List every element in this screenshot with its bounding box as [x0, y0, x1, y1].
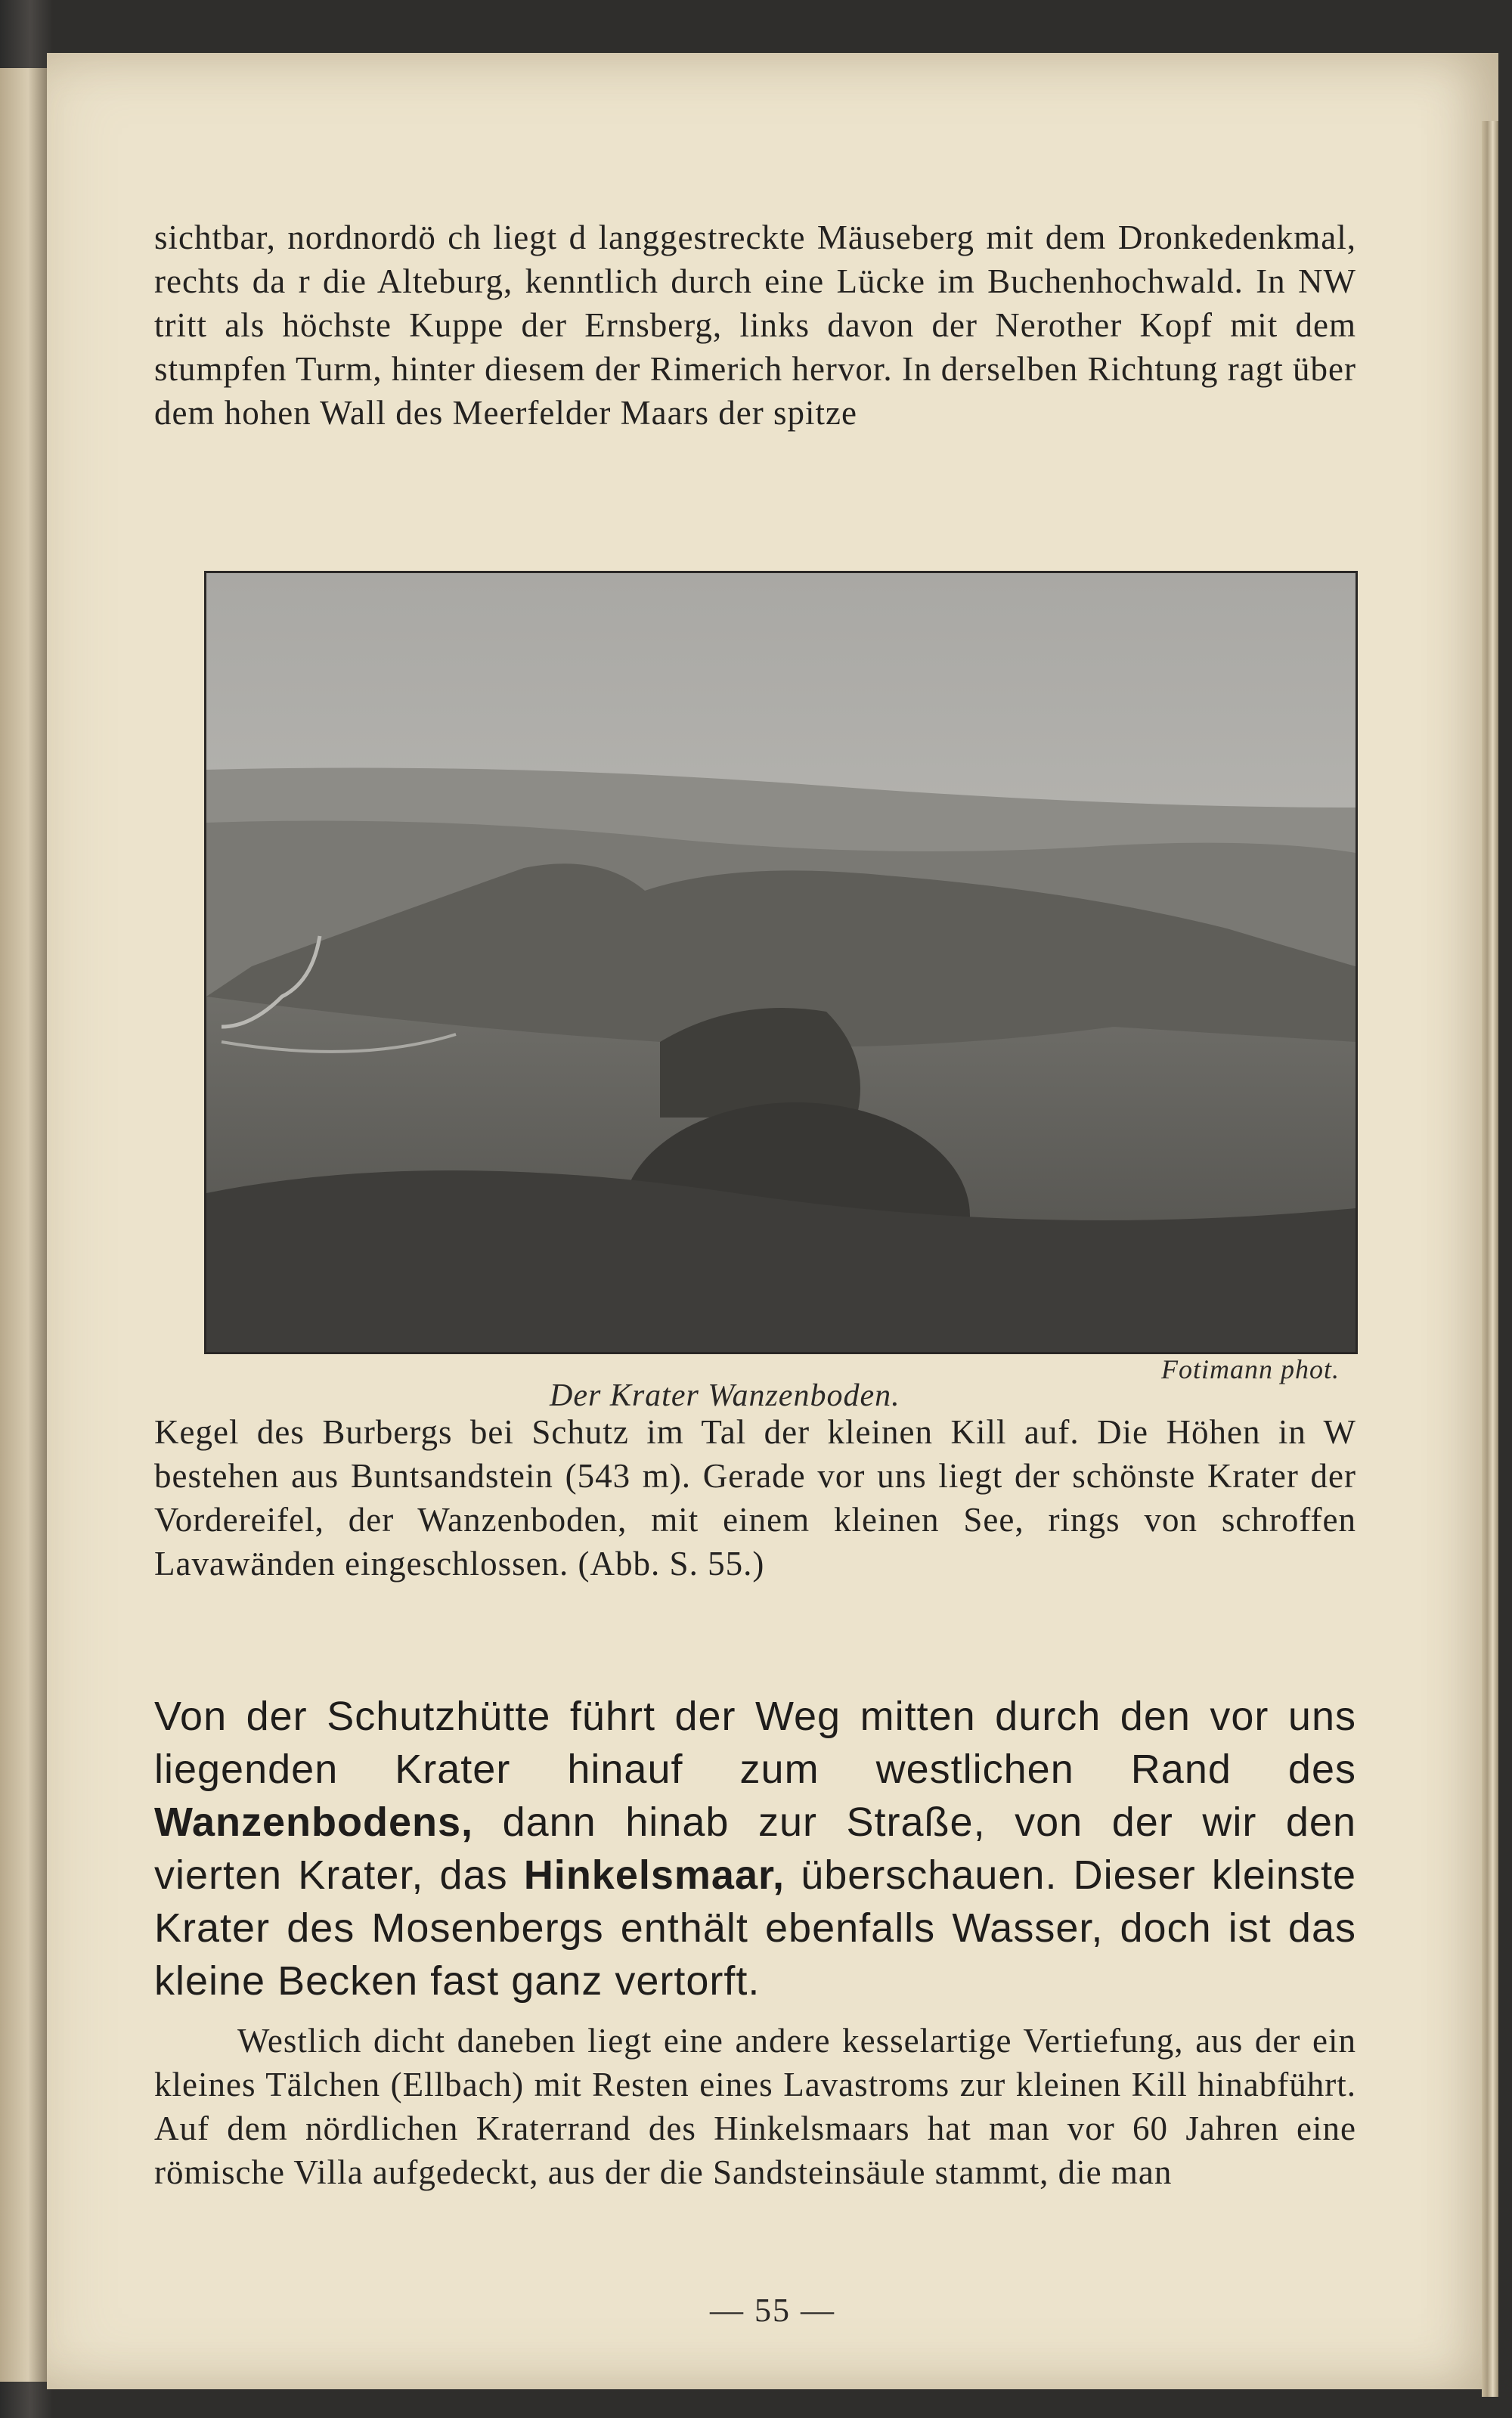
- paragraph-top: sichtbar, nordnordö ch liegt d langgestreckte Mäuseberg mit dem Dronkedenkmal, rechts da r die Alteburg, kenntlich durch eine Lücke im Buchenhochwald. In NW tritt als höchste Kuppe der Ernsberg, links davon der Nerother Kopf mit dem stumpfen Turm, hinter diesem der Rimerich hervor. In derselben Richtung ragt über dem hohen Wall des Meerfelder Maars der spitze: [154, 219, 1356, 432]
- figure-caption: Der Krater Wanzenboden.: [550, 1378, 900, 1413]
- book-page: [47, 53, 1498, 2389]
- photo-crater-wanzenboden: [204, 571, 1358, 1354]
- left-page-edge: [0, 68, 47, 2382]
- photo-credit: Fotimann phot.: [1161, 1354, 1340, 1384]
- paragraph-middle: Kegel des Burbergs bei Schutz im Tal der kleinen Kill auf. Die Höhen in W bestehen aus Buntsandstein (543 m). Gerade vor uns liegt der schönste Krater der Vordereifel, der Wanzenboden, mit einem kleinen See, rings von schroffen Lavawänden eingeschlossen. (Abb. S. 55.): [154, 1413, 1356, 1583]
- large-text-1: Von der Schutzhütte führt der Weg mitten durch den vor uns liegenden Krater hinauf zum westlichen Rand des: [154, 1694, 1356, 1792]
- page-number: — 55 —: [710, 2292, 835, 2329]
- bold-hinkelsmaar: Hinkelsmaar,: [523, 1852, 785, 1898]
- paragraph-large-print: [154, 1690, 1356, 2007]
- landscape-photo: [206, 573, 1356, 1352]
- bold-wanzenboden: Wanzenbodens,: [154, 1800, 474, 1845]
- paragraph-bottom: Westlich dicht daneben liegt eine andere kesselartige Vertiefung, aus der ein kleines Tälchen (Ellbach) mit Resten eines Lavastroms zur kleinen Kill hinabführt. Auf dem nördlichen Kraterrand des Hinkelsmaars hat man vor 60 Jahren eine römische Villa aufgedeckt, aus der die Sandsteinsäule stammt, die man: [154, 2022, 1356, 2191]
- large-text-2: dann hinab zur Straße, von der wir den vierten Krater, das: [154, 1800, 1356, 1898]
- right-page-edge: [1482, 121, 1498, 2397]
- large-text-3: überschauen. Dieser kleinste Krater des Mosenbergs enthält ebenfalls Wasser, doch ist das kleine Becken fast ganz vertorft.: [154, 1852, 1356, 2004]
